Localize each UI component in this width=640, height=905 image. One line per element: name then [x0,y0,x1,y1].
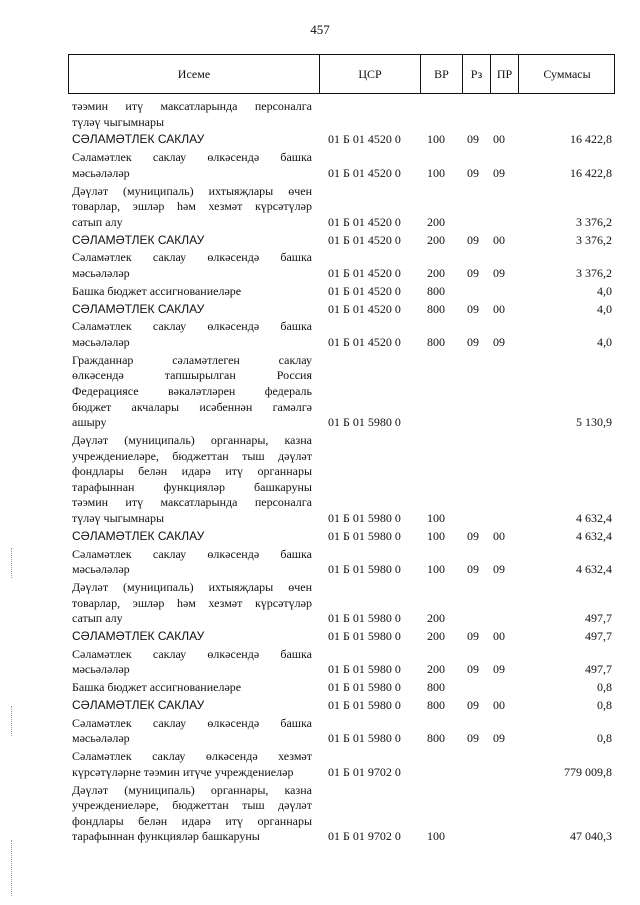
row-vr: 200 [427,662,445,677]
row-name [72,132,312,148]
row-rz: 09 [467,528,479,543]
row-vr: 100 [427,511,445,525]
header-name: Исеме [177,67,211,81]
row-sum: 779 009,8 [564,764,612,779]
row-name-line: өлкәсендә тапшырылган Россия [72,368,312,383]
row-pr: 09 [493,165,505,180]
row-csr: 01 Б 01 4520 0 [328,266,401,280]
row-name-line: мәсьәләләр [72,662,130,677]
row-vr: 800 [427,680,445,695]
row-name [72,184,312,231]
row-csr: 01 Б 01 5980 0 [328,528,401,543]
row-name-line: Башка бюджет ассигнованиеләре [72,283,242,298]
row-vr: 800 [427,301,445,316]
row-name-line: сатып алу [72,214,123,229]
row-sum: 4 632,4 [576,528,612,543]
row-name-line: Сәламәтлек саклау өлкәсендә хезмәт [72,749,312,764]
row-pr: 09 [493,562,505,577]
row-name [72,529,312,545]
row-vr: 200 [427,214,445,229]
row-name [72,629,312,645]
row-vr: 800 [427,283,445,298]
row-sum: 4 632,4 [576,511,612,525]
row-rz: 09 [467,232,479,247]
row-name-line: сатып алу [72,611,123,626]
row-name-line: мәсьәләләр [72,265,130,280]
row-vr: 800 [427,335,445,349]
row-csr: 01 Б 01 5980 0 [328,562,401,577]
row-name-line: ашыру [72,415,107,430]
row-name [72,716,312,747]
row-rz: 09 [467,629,479,643]
row-sum: 16 422,8 [570,132,612,147]
row-name-line: СӘЛАМӘТЛЕК САКЛАУ [72,528,205,543]
row-name-line: Федерациясе вәкаләтләрен федераль [72,383,312,398]
row-name-line: Сәламәтлек саклау өлкәсендә башка [72,715,312,730]
row-csr: 01 Б 01 5980 0 [328,611,401,626]
row-name-line: Сәламәтлек саклау өлкәсендә башка [72,319,312,334]
row-sum: 3 376,2 [576,214,612,229]
row-sum: 16 422,8 [570,165,612,180]
row-rz: 09 [467,731,479,746]
row-name [72,233,312,249]
row-pr: 00 [493,629,505,643]
row-sum: 497,7 [585,629,612,643]
row-sum: 4,0 [597,335,612,349]
row-vr: 800 [427,731,445,746]
row-name-line: мәсьәләләр [72,165,130,180]
row-pr: 00 [493,301,505,316]
header-rz: Рз [470,67,483,81]
row-sum: 0,8 [597,698,612,712]
row-name-line: Дәүләт (муниципаль) ихтыяҗлары өчен [72,183,312,198]
row-sum: 3 376,2 [576,232,612,247]
row-csr: 01 Б 01 4520 0 [328,283,401,298]
row-name-line: мәсьәләләр [72,562,130,577]
row-sum: 4,0 [597,283,612,298]
row-rz: 09 [467,698,479,712]
row-sum: 497,7 [585,662,612,677]
row-vr: 100 [427,829,445,844]
row-rz: 09 [467,165,479,180]
header-vr: ВР [434,67,449,81]
row-name-line: түләү чыгымнары [72,510,165,525]
row-name-line: түләү чыгымнары [72,114,165,129]
row-name-line: товарлар, эшләр һәм хезмәт күрсәтүләр [72,595,312,610]
row-csr: 01 Б 01 5980 0 [328,662,401,677]
row-sum: 0,8 [597,680,612,695]
row-csr: 01 Б 01 5980 0 [328,629,401,643]
row-name-line: Сәламәтлек саклау өлкәсендә башка [72,150,312,165]
row-name-line: Дәүләт (муниципаль) ихтыяҗлары өчен [72,580,312,594]
margin-dots [11,706,13,736]
row-vr: 100 [427,528,445,543]
row-name [72,433,312,527]
row-pr: 00 [493,528,505,543]
row-csr: 01 Б 01 4520 0 [328,301,401,316]
row-name-line: мәсьәләләр [72,731,130,746]
row-csr: 01 Б 01 5980 0 [328,511,401,525]
row-name [72,250,312,281]
row-name-line: мәсьәләләр [72,334,130,349]
row-rz: 09 [467,132,479,147]
row-pr: 00 [493,132,505,147]
header-csr: ЦСР [358,67,382,81]
row-name [72,302,312,318]
header-pr: ПР [496,67,513,81]
row-name-line: Сәламәтлек саклау өлкәсендә башка [72,646,312,661]
row-name [72,547,312,578]
row-name-line: тарафыннан функцияләр башкаруны [72,829,260,844]
row-name-line: Дәүләт (муниципаль) органнары, казна [72,433,312,447]
row-vr: 200 [427,611,445,626]
row-name [72,99,312,130]
row-name-line: Гражданнар сәламәтлеген саклау [72,352,312,367]
header-sum: Суммасы [543,67,591,81]
row-name-line: тәэмин итү максатларында персоналга [72,495,312,510]
row-name [72,680,312,696]
row-sum: 0,8 [597,731,612,746]
row-name [72,783,312,845]
row-pr: 00 [493,698,505,712]
row-sum: 4,0 [597,301,612,316]
row-vr: 100 [427,165,445,180]
margin-dots [11,548,13,578]
row-sum: 47 040,3 [570,829,612,844]
row-name-line: Башка бюджет ассигнованиеләре [72,680,242,695]
row-name-line: тәэмин итү максатларында персоналга [72,99,312,113]
row-sum: 4 632,4 [576,562,612,577]
row-csr: 01 Б 01 5980 0 [328,415,401,430]
row-name-line: Дәүләт (муниципаль) органнары, казна [72,782,312,797]
row-name-line: учреждениеләре, бюджеттан тыш дәүләт [72,798,312,813]
row-csr: 01 Б 01 4520 0 [328,335,401,349]
row-name [72,749,312,780]
row-name-line: СӘЛАМӘТЛЕК САКЛАУ [72,301,205,316]
row-sum: 3 376,2 [576,266,612,280]
row-rz: 09 [467,301,479,316]
row-sum: 497,7 [585,611,612,626]
row-vr: 200 [427,629,445,643]
row-csr: 01 Б 01 4520 0 [328,232,401,247]
row-name [72,284,312,300]
row-name-line: СӘЛАМӘТЛЕК САКЛАУ [72,132,205,147]
row-pr: 09 [493,266,505,280]
row-rz: 09 [467,662,479,677]
row-csr: 01 Б 01 5980 0 [328,731,401,746]
row-csr: 01 Б 01 4520 0 [328,214,401,229]
row-name [72,647,312,678]
row-name-line: фондлары белән идарә итү органнары [72,813,312,828]
row-vr: 800 [427,698,445,712]
row-name [72,150,312,181]
row-csr: 01 Б 01 5980 0 [328,680,401,695]
row-pr: 09 [493,335,505,349]
row-pr: 00 [493,232,505,247]
row-name-line: күрсәтүләрне тәэмин итүче учреждениеләр [72,764,294,779]
row-sum: 5 130,9 [576,415,612,430]
row-vr: 200 [427,266,445,280]
page-number: 457 [310,22,330,37]
row-name-line: бюджет акчалары исәбеннән гамәлгә [72,399,312,414]
row-rz: 09 [467,266,479,280]
margin-dots [11,840,13,896]
row-name-line: СӘЛАМӘТЛЕК САКЛАУ [72,629,205,643]
row-name [72,319,312,350]
row-name-line: фондлары белән идарә итү органнары [72,464,312,479]
row-name-line: тарафыннан функцияләр башкаруны [72,479,312,494]
row-pr: 09 [493,731,505,746]
row-csr: 01 Б 01 5980 0 [328,698,401,712]
row-csr: 01 Б 01 9702 0 [328,829,401,844]
row-csr: 01 Б 01 9702 0 [328,764,401,779]
row-rz: 09 [467,562,479,577]
row-rz: 09 [467,335,479,349]
row-name [72,353,312,431]
row-pr: 09 [493,662,505,677]
row-name-line: товарлар, эшләр һәм хезмәт күрсәтүләр [72,199,312,214]
row-csr: 01 Б 01 4520 0 [328,132,401,147]
row-vr: 100 [427,562,445,577]
row-csr: 01 Б 01 4520 0 [328,165,401,180]
row-name [72,698,312,714]
row-vr: 100 [427,132,445,147]
row-name-line: СӘЛАМӘТЛЕК САКЛАУ [72,232,205,247]
row-name-line: учреждениеләре, бюджеттан тыш дәүләт [72,448,312,463]
row-name-line: Сәламәтлек саклау өлкәсендә башка [72,250,312,265]
row-vr: 200 [427,232,445,247]
row-name [72,580,312,627]
row-name-line: Сәламәтлек саклау өлкәсендә башка [72,546,312,561]
row-name-line: СӘЛАМӘТЛЕК САКЛАУ [72,698,205,712]
